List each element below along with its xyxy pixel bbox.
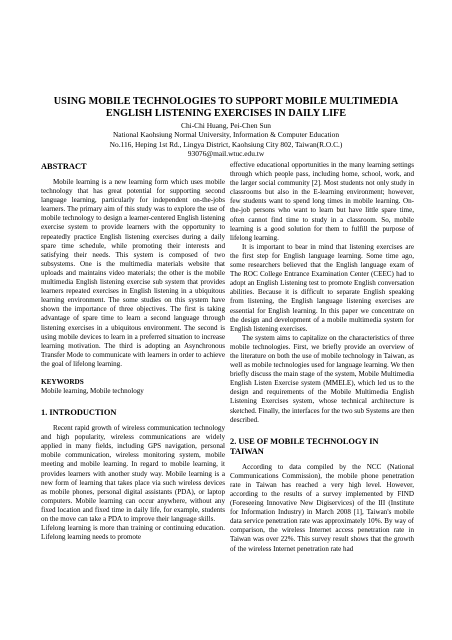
paper-title-line-1: USING MOBILE TECHNOLOGIES TO SUPPORT MOBILE MULTIMEDIA: [53, 96, 399, 107]
introduction-heading: 1. INTRODUCTION: [41, 408, 117, 418]
keywords-text: Mobile learning, Mobile technology: [41, 386, 144, 395]
paper-title-line-2: ENGLISH LISTENING EXERCISES IN DAILY LIFE: [105, 108, 347, 119]
body-paragraph-2: It is important to bear in mind that listening exercises are the first step for English language learning. Some time ago, some researchers believed that the English language exam of The ROC College Entrance Examination Center (CEEC) had to adopt an English Listening test to promote English conversation abilities. Because it is difficult to separate English speaking from listening, the English language listening exercises are essential for English learning. In this paper we concentrate on the design and development of a mobile multimedia system for English listening exercises.: [230, 242, 414, 333]
right-column: [230, 161, 414, 554]
author-names: Chi-Chi Huang, Pei-Chen Sun: [181, 121, 271, 130]
author-email: 93076@mail.wtuc.edu.tw: [187, 148, 265, 158]
introduction-paragraph-1: Recent rapid growth of wireless communication technology and high popularity, wireless communications are widely applied in many fields, including GPS navigation, personal mobile communication, wireless monitoring system, mobile meeting and mobile learning. In regard to mobile learning, it provides learners with another study way. Mobile learning is a new form of learning that takes place via such wireless devices as mobile phones, personal digital assistants (PDA), or laptop computers. Mobile learning can occur anywhere, without any fixed location and fixed time in daily life, for example, students on the move can take a PDA to improve their language skills.: [41, 424, 225, 523]
abstract-text: Mobile learning is a new learning form which uses mobile technology that has great potential for supporting second language learning, particularly for independent on-the-jobs learners. The primary aim of this study was to explore the use of mobile technology to design a learner-centered English listening exercise system to provide learners with the opportunity to repeatedly practice English listening exercises during a daily spare time schedule, while promoting their interests and satisfying their needs. This system is composed of two subsystems. One is the multimedia materials website that uploads and maintains video materials; the other is the mobile multimedia English listening exercise sub system that provides learners repeated exercises in English listening in a ubiquitous learning environment. The some studies on this system have shown the importance of three objectives. The first is taking advantage of spare time to learn a second language through listening exercises in a ubiquitous environment. The second is using mobile devices to learn in a preferred situation to increase learning motivation. The third is adopting an Asynchronous Transfer Mode to communicate with learners in order to achieve the goal of lifelong learning.: [41, 178, 225, 368]
author-block: [30, 121, 422, 158]
body-paragraph-3: The system aims to capitalize on the characteristics of three mobile technologies. First, we briefly provide an overview of the literature on both the use of mobile technology in Taiwan, as well as mobile technologies used for language learning. We then briefly discuss the main stage of the system, Mobile Multimedia English Listen Exercise system (MMELE), which led us to the design and requirements of the Mobile Multimedia English Listening Exercises system, whose technical architecture is sketched. Finally, the interfaces for the two sub Systems are then described.: [230, 333, 414, 424]
left-column: [41, 162, 225, 542]
author-address: No.116, Heping 1st Rd., Lingya District, Kaohsiung City 802, Taiwan(R.O.C.): [109, 139, 343, 149]
paper-title: [30, 96, 422, 120]
body-paragraph-1: effective educational opportunities in the many learning settings through which people pass, including home, school, work, and the larger social community [2]. Most students not only study in classrooms but also in the E-learning environment; however, few students want to spend long times in mobile learning. On-the-job persons who want to learn but have little spare time, often cannot find time to study in a classroom. So, mobile learning is a good solution for them to fulfill the purpose of lifelong learning.: [230, 161, 414, 242]
introduction-paragraph-2: Lifelong learning is more than training or continuing education. Lifelong learning needs to promote: [41, 524, 225, 542]
abstract-heading: ABSTRACT: [41, 162, 87, 171]
section-2-heading-line-2: TAIWAN: [230, 446, 264, 456]
section-2-paragraph: According to data compiled by the NCC (National Communications Commission), the mobile phone penetration rate in Taiwan has reached a very high level. However, according to the results of a survey implemented by FIND (Foreseeing Innovative New Digiservices) of the III (Institute for Information Industry) in March 2008 [1], Taiwan's mobile data service penetration rate was approximately 10%. By way of comparison, the wireless Internet access penetration rate in Taiwan was over 22%. This survey result shows that the growth of the wireless Internet penetration rate had: [230, 462, 414, 553]
section-2-heading-line-1: 2. USE OF MOBILE TECHNOLOGY IN: [230, 436, 379, 446]
keywords-heading: KEYWORDS: [41, 377, 84, 386]
author-affiliation: National Kaohsiung Normal University, Information & Computer Education: [112, 130, 340, 140]
section-2-heading: [230, 437, 414, 457]
